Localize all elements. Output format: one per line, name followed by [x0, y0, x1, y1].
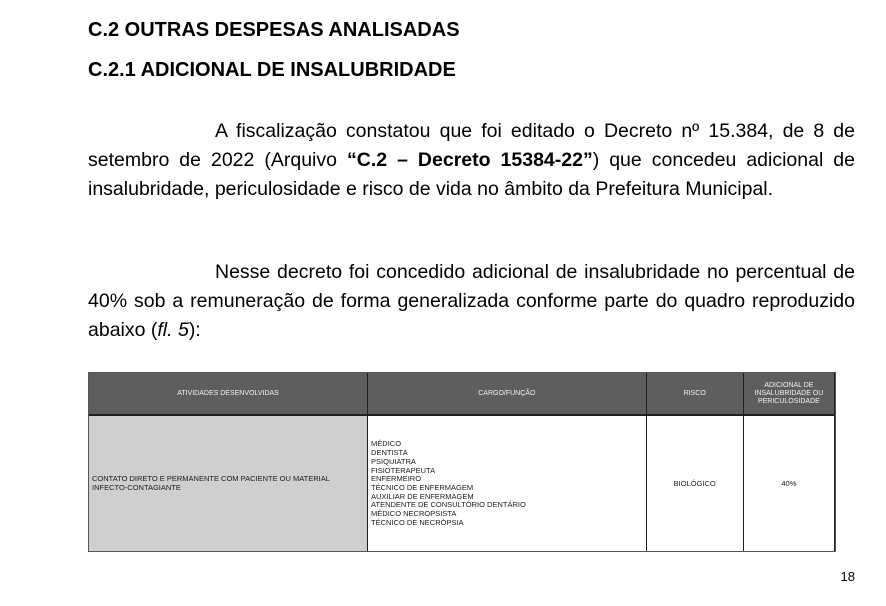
- cargo-item: ATENDENTE DE CONSULTÓRIO DENTÁRIO: [371, 500, 526, 510]
- cargo-item: DENTISTA: [371, 448, 408, 458]
- cell-cargos: [368, 415, 647, 552]
- subsection-heading: C.2.1 ADICIONAL DE INSALUBRIDADE: [88, 59, 456, 81]
- paragraph-decree: [88, 117, 855, 204]
- table-row: [89, 415, 835, 552]
- header-cargo: CARGO/FUNÇÃO: [368, 373, 647, 415]
- file-reference: “C.2 – Decreto 15384-22”: [346, 149, 593, 171]
- header-risco: RISCO: [646, 373, 743, 415]
- section-heading: C.2 OUTRAS DESPESAS ANALISADAS: [88, 19, 460, 41]
- cargo-item: MÉDICO: [371, 439, 402, 449]
- cargo-item: TÉCNICO DE NECRÓPSIA: [371, 517, 464, 527]
- insalubridade-table: [89, 373, 835, 552]
- cell-percentual: 40%: [743, 415, 834, 552]
- cell-risco: BIOLÓGICO: [646, 415, 743, 552]
- cargo-item: MÉDICO NECROPSISTA: [371, 509, 457, 519]
- page-number: 18: [840, 569, 855, 584]
- table-header-row: [89, 373, 835, 415]
- cell-atividade: CONTATO DIRETO E PERMANENTE COM PACIENTE OU MATERIAL INFECTO-CONTAGIANTE: [89, 415, 368, 552]
- cargo-item: PSIQUIATRA: [371, 456, 416, 466]
- cargo-item: FISIOTERAPEUTA: [371, 465, 436, 475]
- paragraph2-text-before: Nesse decreto foi concedido adicional de insalubridade no percentual de 40% sob a remuneração de forma generalizada conforme parte do quadro reproduzido abaixo (: [88, 261, 855, 341]
- paragraph2-text-after: ):: [188, 319, 201, 341]
- header-adicional: ADICIONAL DE INSALUBRIDADE OU PERICULOSIDADE: [743, 373, 834, 415]
- cargo-item: AUXILIAR DE ENFERMAGEM: [371, 491, 474, 501]
- paragraph1-text-after: ) que concedeu adicional de insalubridade, periculosidade e risco de vida no âmbito da Prefeitura Municipal.: [88, 149, 855, 200]
- cargo-item: ENFERMEIRO: [371, 474, 422, 484]
- paragraph-percentual: [88, 258, 855, 345]
- header-atividades: ATIVIDADES DESENVOLVIDAS: [89, 373, 368, 415]
- cargo-item: TÉCNICO DE ENFERMAGEM: [371, 483, 474, 492]
- scanned-table-image: [88, 372, 836, 552]
- paragraph1-text-before: A fiscalização constatou que foi editado o Decreto nº 15.384, de 8 de setembro de 2022 (Arquivo: [88, 120, 855, 171]
- folio-reference: fl. 5: [157, 319, 189, 341]
